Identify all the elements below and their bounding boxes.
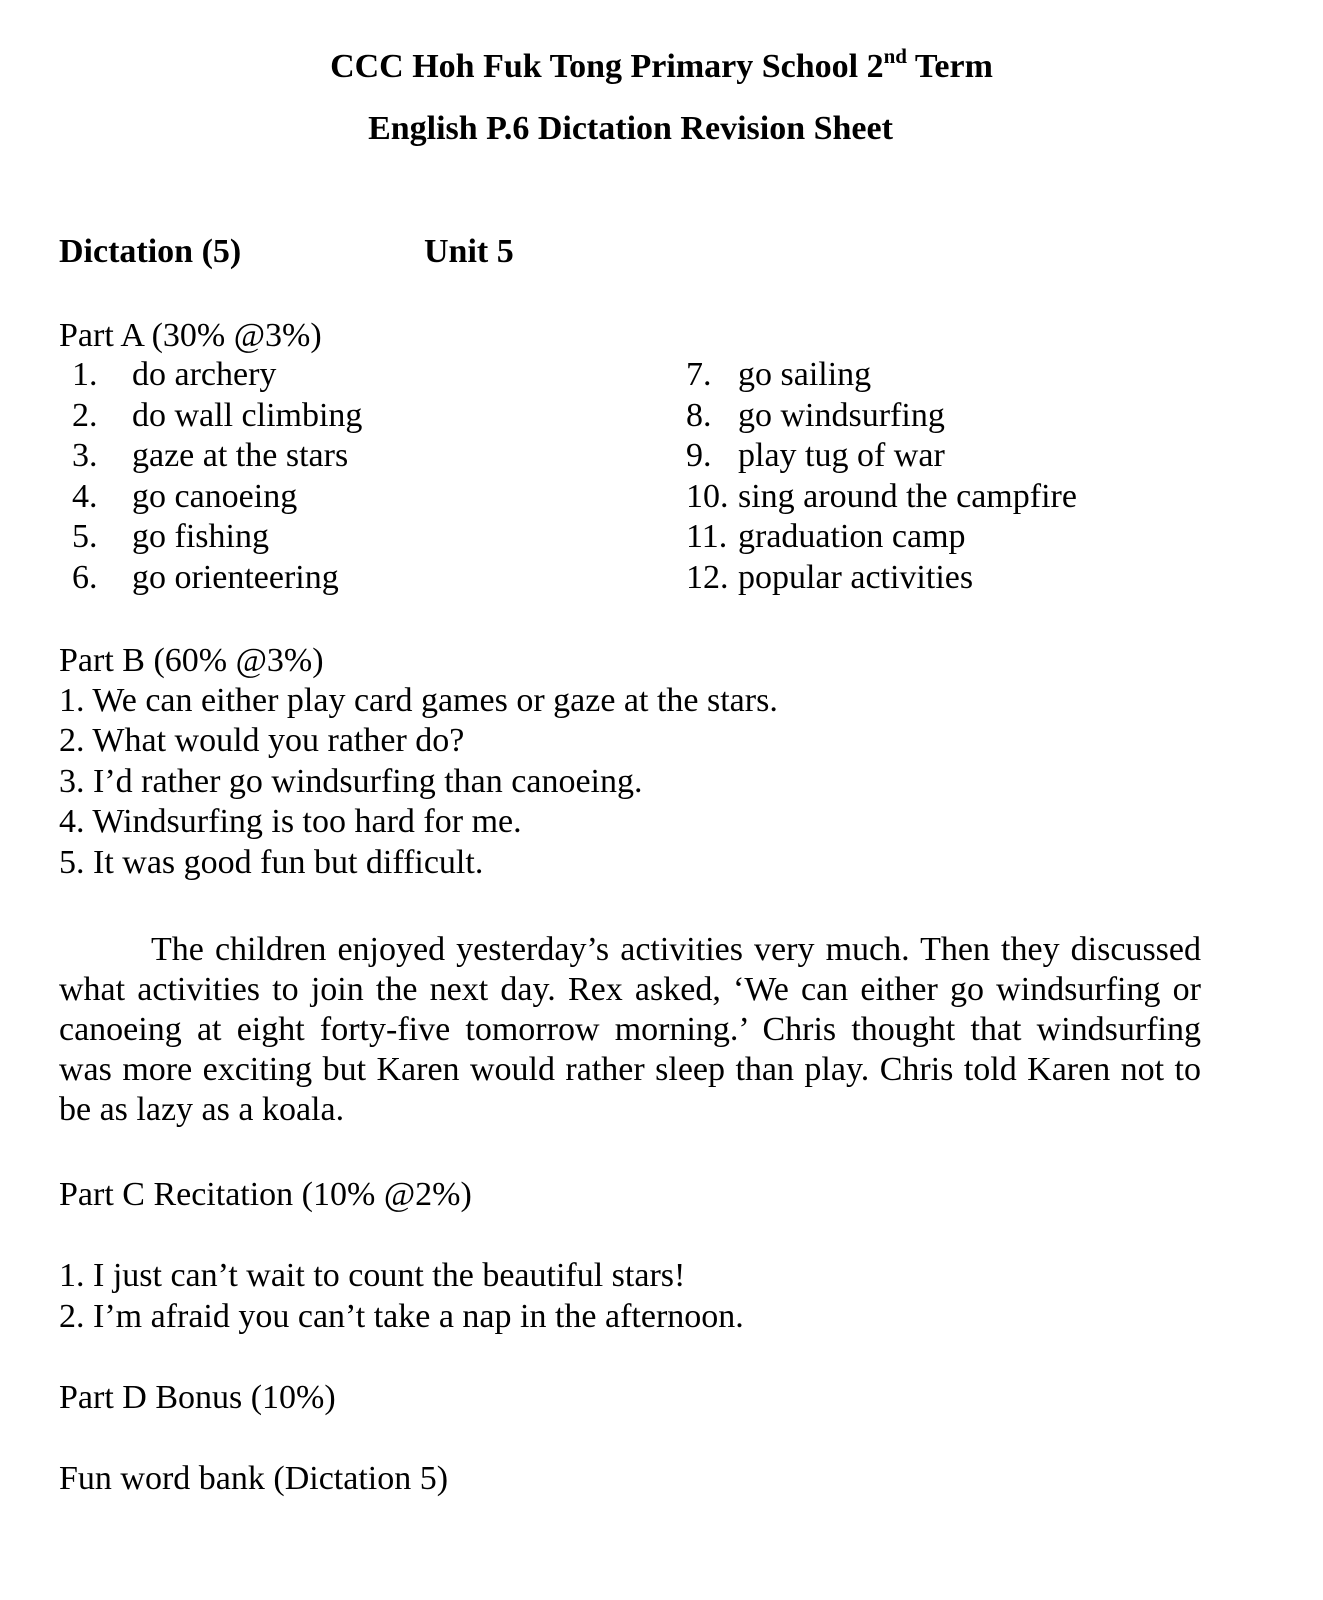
list-item: 10. sing around the campfire (686, 477, 1077, 515)
title-superscript: nd (883, 44, 907, 68)
page-subtitle: English P.6 Dictation Revision Sheet (368, 110, 893, 147)
list-item: 6. go orienteering (72, 558, 339, 596)
list-item: 4. go canoeing (72, 477, 298, 515)
word-bank-heading: Fun word bank (Dictation 5) (59, 1460, 449, 1497)
part-a-left-list (72, 355, 362, 598)
page-title (0, 44, 1323, 86)
part-b-sentence: 5. It was good fun but difficult. (59, 844, 484, 881)
list-item: 3. gaze at the stars (72, 437, 349, 474)
part-d-heading: Part D Bonus (10%) (59, 1379, 336, 1416)
part-c-sentence: 2. I’m afraid you can’t take a nap in the afternoon. (59, 1298, 744, 1335)
part-b-sentence: 4. Windsurfing is too hard for me. (59, 803, 522, 840)
list-item: 1. do archery (72, 356, 277, 393)
unit-label: Unit 5 (424, 233, 514, 270)
part-b-heading: Part B (60% @3%) (59, 642, 324, 679)
part-a-heading: Part A (30% @3%) (59, 317, 322, 354)
part-c-sentence: 1. I just can’t wait to count the beautiful stars! (59, 1257, 686, 1294)
list-item: 2. do wall climbing (72, 396, 363, 434)
dictation-label: Dictation (5) (59, 233, 242, 270)
title-main: CCC Hoh Fuk Tong Primary School 2 (330, 48, 884, 85)
part-a-right-list (686, 355, 1077, 598)
title-end: Term (906, 48, 993, 85)
part-b-sentence: 2. What would you rather do? (59, 722, 465, 759)
part-c-heading: Part C Recitation (10% @2%) (59, 1176, 472, 1213)
list-item: 7. go sailing (686, 356, 872, 393)
list-item: 9. play tug of war (686, 437, 945, 474)
list-item: 12. popular activities (686, 558, 974, 596)
list-item: 8. go windsurfing (686, 396, 945, 434)
passage-paragraph: The children enjoyed yesterday’s activities very much. Then they discussed what activities to join the next day. Rex asked, ‘We can either go windsurfing or canoeing at eight forty-five tomorrow morning.’ Chris thought that windsurfing was more exciting but Karen would rather sleep than play. Chris told Karen not to be as lazy as a koala. (59, 931, 1201, 1128)
part-b-sentence: 1. We can either play card games or gaze at the stars. (59, 682, 778, 719)
list-item: 11. graduation camp (686, 518, 966, 555)
part-b-sentence: 3. I’d rather go windsurfing than canoeing. (59, 763, 643, 800)
list-item: 5. go fishing (72, 518, 269, 555)
